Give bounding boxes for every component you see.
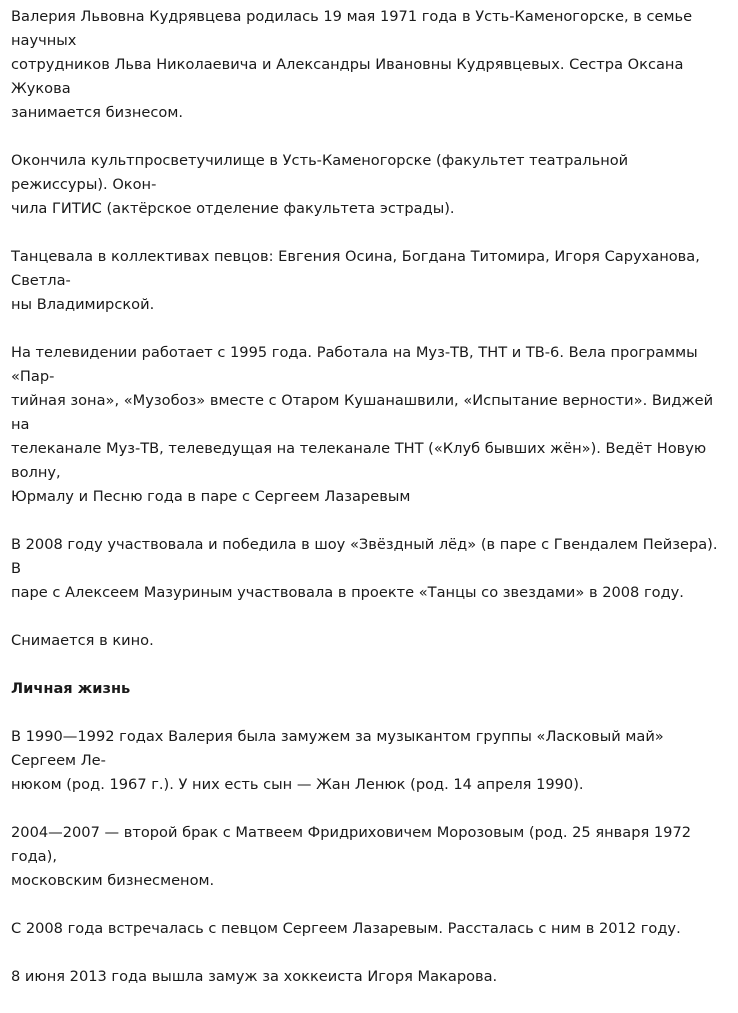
- paragraph-television: На телевидении работает с 1995 года. Работала на Муз-ТВ, ТНТ и ТВ-6. Вела программы «Пар- тийная зона», «Музобоз» вместе с Отаром Кушанашвили, «Испытание верности». Виджей на телеканале Муз-ТВ, телеведущая на телеканале ТНТ («Клуб бывших жён»). Ведёт Новую волну, Юрмалу и Песню года в паре с Сергеем Лазаревым: [11, 344, 714, 505]
- paragraph-third-marriage: 8 июня 2013 года вышла замуж за хоккеиста Игоря Макарова.: [11, 968, 498, 985]
- paragraph-first-marriage: В 1990—1992 годах Валерия была замужем за музыкантом группы «Ласковый май» Сергеем Ле- нюком (род. 1967 г.). У них есть сын — Жан Ленюк (род. 14 апреля 1990).: [11, 728, 664, 793]
- paragraph-second-marriage: 2004—2007 — второй брак с Матвеем Фридриховичем Морозовым (род. 25 января 1972 года), московским бизнесменом.: [11, 824, 692, 889]
- paragraph-relationship: С 2008 года встречалась с певцом Сергеем Лазаревым. Рассталась с ним в 2012 году.: [11, 920, 681, 937]
- paragraph-education: Окончила культпросветучилище в Усть-Каменогорске (факультет театральной режиссуры). Окон- чила ГИТИС (актёрское отделение факультета эстрады).: [11, 152, 629, 217]
- paragraph-ice-show: В 2008 году участвовала и победила в шоу «Звёздный лёд» (в паре с Гвендалем Пейзера). В паре с Алексеем Мазуриным участвовала в проекте «Танцы со звездами» в 2008 году.: [11, 536, 718, 601]
- article-body: [11, 5, 727, 1013]
- paragraph-dance: Танцевала в коллективах певцов: Евгения Осина, Богдана Титомира, Игоря Саруханова, Светла- ны Владимирской.: [11, 248, 700, 313]
- paragraph-films: Снимается в кино.: [11, 632, 154, 649]
- paragraph-birth: Валерия Львовна Кудрявцева родилась 19 мая 1971 года в Усть-Каменогорске, в семье научных сотрудников Льва Николаевича и Александры Ивановны Кудрявцевых. Сестра Оксана Жукова занимается бизнесом.: [11, 8, 693, 121]
- section-heading-personal-life: Личная жизнь: [11, 680, 131, 697]
